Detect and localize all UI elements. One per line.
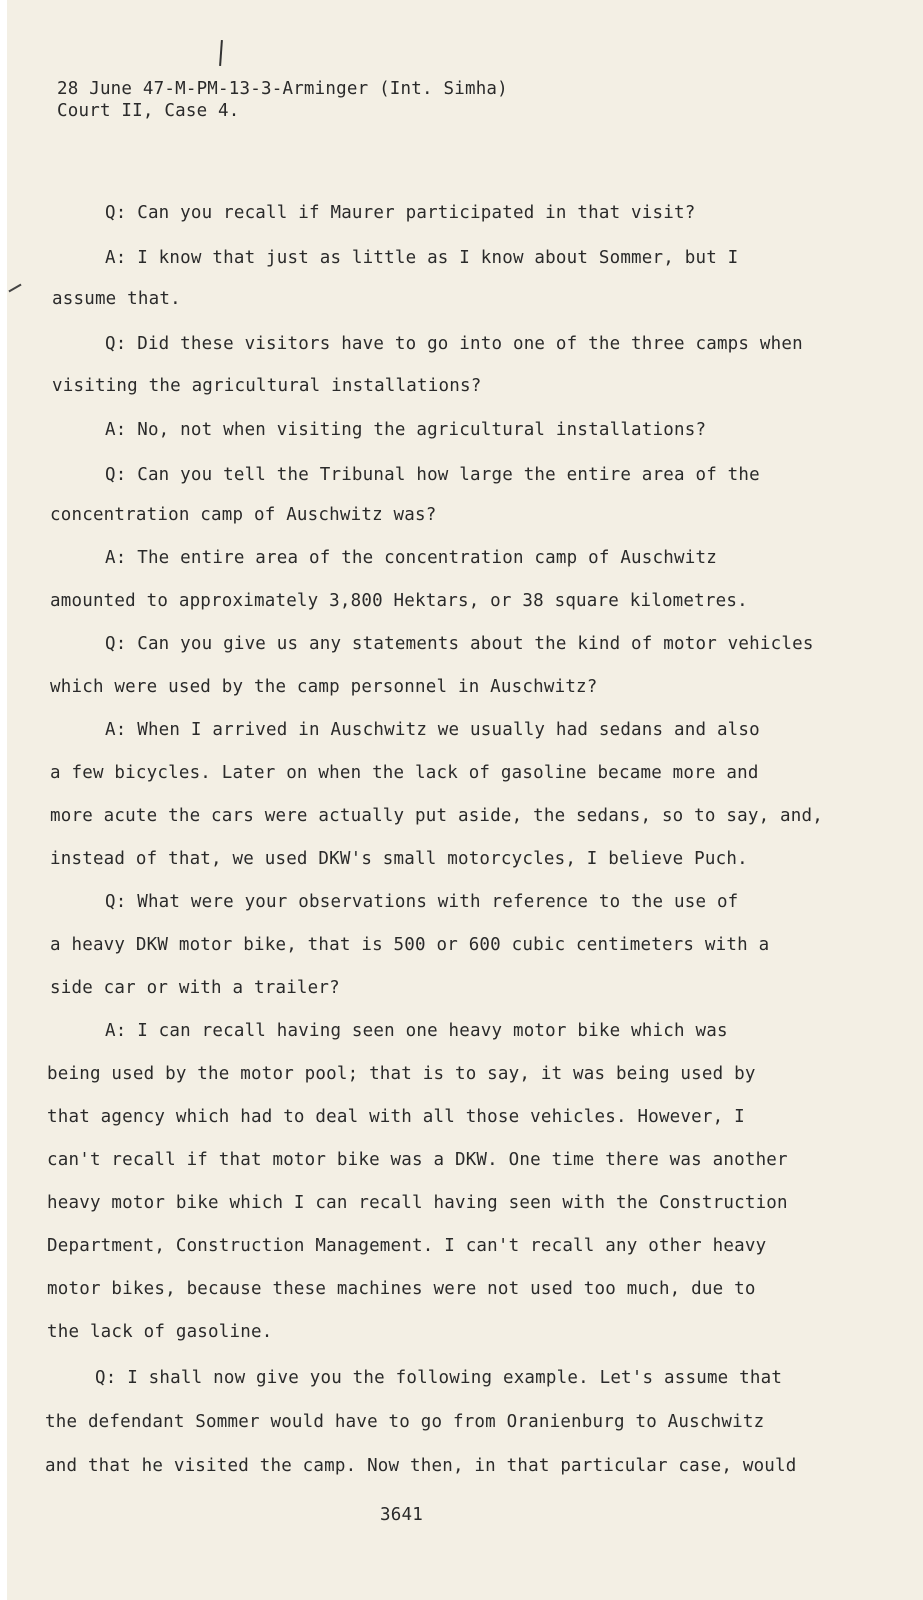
- transcript-line: Q: What were your observations with reference to the use of: [105, 892, 739, 912]
- transcript-line: Q: Can you recall if Maurer participated in that visit?: [105, 203, 696, 223]
- header-court-line: Court II, Case 4.: [57, 101, 240, 121]
- transcript-line: heavy motor bike which I can recall having seen with the Construction: [47, 1193, 788, 1213]
- transcript-line: A: I know that just as little as I know about Sommer, but I: [105, 248, 739, 268]
- transcript-line: the lack of gasoline.: [47, 1322, 273, 1342]
- transcript-line: a heavy DKW motor bike, that is 500 or 600 cubic centimeters with a: [50, 935, 770, 955]
- transcript-line: A: No, not when visiting the agricultural installations?: [105, 420, 707, 440]
- transcript-line: Q: Can you tell the Tribunal how large the entire area of the: [105, 465, 760, 485]
- transcript-line: visiting the agricultural installations?: [52, 376, 482, 396]
- page-number: 3641: [380, 1505, 423, 1525]
- transcript-line: the defendant Sommer would have to go from Oranienburg to Auschwitz: [45, 1412, 765, 1432]
- transcript-line: A: I can recall having seen one heavy motor bike which was: [105, 1021, 728, 1041]
- transcript-line: A: The entire area of the concentration camp of Auschwitz: [105, 548, 717, 568]
- transcript-line: being used by the motor pool; that is to say, it was being used by: [47, 1064, 756, 1084]
- transcript-line: Department, Construction Management. I can't recall any other heavy: [47, 1236, 767, 1256]
- transcript-line: Q: Did these visitors have to go into one of the three camps when: [105, 334, 803, 354]
- transcript-line: Q: Can you give us any statements about the kind of motor vehicles: [105, 634, 814, 654]
- transcript-line: concentration camp of Auschwitz was?: [50, 505, 437, 525]
- transcript-line: motor bikes, because these machines were not used too much, due to: [47, 1279, 756, 1299]
- document-header: [57, 78, 508, 122]
- transcript-line: amounted to approximately 3,800 Hektars, or 38 square kilometres.: [50, 591, 748, 611]
- transcript-line: more acute the cars were actually put aside, the sedans, so to say, and,: [50, 806, 823, 826]
- transcript-line: instead of that, we used DKW's small motorcycles, I believe Puch.: [50, 849, 748, 869]
- transcript-line: a few bicycles. Later on when the lack of gasoline became more and: [50, 763, 759, 783]
- transcript-line: A: When I arrived in Auschwitz we usually had sedans and also: [105, 720, 760, 740]
- transcript-line: and that he visited the camp. Now then, in that particular case, would: [45, 1456, 797, 1476]
- transcript-line: assume that.: [52, 289, 181, 309]
- transcript-line: Q: I shall now give you the following example. Let's assume that: [95, 1368, 783, 1388]
- margin-mark: [8, 284, 21, 293]
- transcript-line: can't recall if that motor bike was a DKW. One time there was another: [47, 1150, 788, 1170]
- transcript-line: side car or with a trailer?: [50, 978, 340, 998]
- pencil-mark: [219, 40, 223, 66]
- transcript-line: that agency which had to deal with all those vehicles. However, I: [47, 1107, 745, 1127]
- header-reference-line: 28 June 47-M-PM-13-3-Arminger (Int. Simha): [57, 79, 508, 99]
- transcript-line: which were used by the camp personnel in Auschwitz?: [50, 677, 598, 697]
